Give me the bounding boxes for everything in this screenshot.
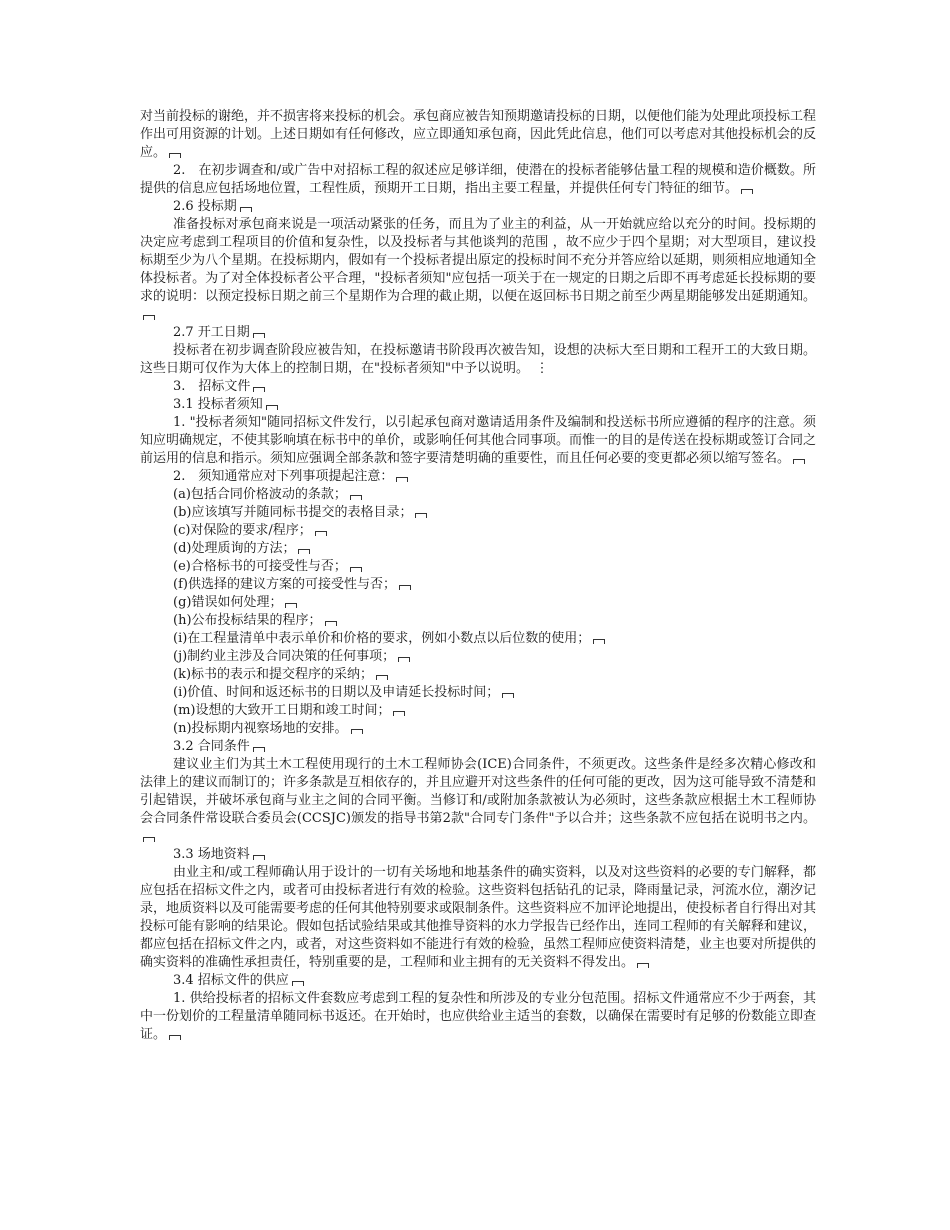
paragraph-text: (i)在工程量清单中表示单价和价格的要求，例如小数点以后位数的使用； [173, 631, 591, 646]
paragraph-text: 1. 供给投标者的招标文件套数应考虑到工程的复杂性和所涉及的专业分包范围。招标文件通常应不少于两套，其中一份划价的工程量清单随同标书返还。在开始时，也应供给业主适当的套数，以确保在需要时有足够的份数能立即查证。 [140, 991, 817, 1042]
document-paragraph [140, 486, 816, 504]
paragraph-text: 2. 须知通常应对下列事项提起注意： [173, 469, 394, 484]
paragraph-mark-icon [393, 707, 405, 715]
paragraph-mark-icon [415, 509, 427, 517]
paragraph-text: 3.4 招标文件的供应 [173, 973, 289, 988]
paragraph-text: 建议业主们为其土木工程使用现行的土木工程师协会(ICE)合同条件，不须更改。这些条件是经多次精心修改和法律上的建议而制订的；许多条款是互相依存的，并且应避开对这些条件的任何可能的更改，因为这可能导致不清楚和引起错误，并破坏承包商与业主之间的合同平衡。当修订和/或附加条款被认为必须时，这些条款应根据土木工程师协会合同条件常设联合委员会(CCSJC)颁发的指导书第2款"合同专门条件"予以合并；这些条款不应包括在说明书之内。 [140, 757, 817, 826]
document-paragraph [140, 720, 816, 738]
paragraph-mark-icon [399, 581, 411, 589]
paragraph-mark-icon [169, 149, 181, 157]
paragraph-text: (c)对保险的要求/程序； [173, 523, 312, 538]
paragraph-text: (f)供选择的建议方案的可接受性与否； [173, 577, 396, 592]
document-paragraph [140, 468, 816, 486]
paragraph-text: 3.2 合同条件 [173, 739, 250, 754]
paragraph-text: (n)投标期内视察场地的安排。 [173, 721, 348, 736]
paragraph-text: 准备投标对承包商来说是一项活动紧张的任务，而且为了业主的利益，从一开始就应给以充分的时间。投标期的决定应考虑到工程项目的价值和复杂性，以及投标者与其他谈判的范围 ，故不应少于四个星期；对大型项目，建议投标期至少为八个星期。在投标期内，假如有一个投标者提出原定的投标时间不充分并答应给以延期，则须相应地通知全体投标者。为了对全体投标者公平合理，"投标者须知"应包括一项关于在一规定的日期之后即不再考虑延长投标期的要求的说明：以预定投标日期之前三个星期作为合理的截止期，以便在返回标书日期之前至少两星期能够发出延期通知。 [140, 217, 817, 304]
document-paragraph [140, 108, 816, 162]
paragraph-text: 3.1 投标者须知 [173, 397, 263, 412]
document-paragraph [140, 666, 816, 684]
document-body [140, 108, 816, 1044]
paragraph-text: (m)设想的大致开工日期和竣工时间； [173, 703, 391, 718]
document-paragraph [140, 702, 816, 720]
document-paragraph [140, 630, 816, 648]
paragraph-mark-icon [350, 563, 362, 571]
paragraph-text: (d)处理质询的方法； [173, 541, 296, 556]
paragraph-text: 由业主和/或工程师确认用于设计的一切有关场地和地基条件的确实资料，以及对这些资料的必要的专门解释，都应包括在招标文件之内，或者可由投标者进行有效的检验。这些资料包括钻孔的记录，降雨量记录，河流水位，潮汐记录，地质资料以及可能需要考虑的任何其他特别要求或限制条件。这些资料应不加评论地提出，使投标者自行得出对其投标可能有影响的结果论。假如包括试验结果或其他推导资料的水力学报告已经作出，连同工程师的有关解释和建议，都应包括在招标文件之内，或者，对这些资料如不能进行有效的检验，虽然工程师应使资料清楚，业主也要对所提供的确实资料的准确性承担责任，特别重要的是，工程师和业主拥有的无关资料不得发出。 [140, 865, 817, 970]
paragraph-mark-icon [351, 725, 363, 733]
paragraph-text: (e)合格标书的可接受性与否； [173, 559, 347, 574]
paragraph-text: (h)公布投标结果的程序； [173, 613, 322, 628]
paragraph-mark-icon [396, 473, 408, 481]
paragraph-text: (k)标书的表示和提交程序的采纳； [173, 667, 374, 682]
paragraph-text: (b)应该填写并随同标书提交的表格目录； [173, 505, 413, 520]
paragraph-text: 2.7 开工日期 [173, 325, 250, 340]
paragraph-mark-icon [253, 851, 265, 859]
document-paragraph [140, 594, 816, 612]
paragraph-mark-icon [637, 959, 649, 967]
document-paragraph [140, 522, 816, 540]
paragraph-mark-icon [325, 617, 337, 625]
paragraph-mark-icon [285, 599, 297, 607]
document-paragraph [140, 738, 816, 756]
document-paragraph [140, 612, 816, 630]
paragraph-mark-icon [266, 401, 278, 409]
document-paragraph [140, 864, 816, 972]
document-paragraph [140, 684, 816, 702]
paragraph-mark-icon [253, 743, 265, 751]
document-paragraph [140, 576, 816, 594]
document-paragraph [140, 396, 816, 414]
paragraph-mark-icon [143, 833, 155, 841]
paragraph-text: 对当前投标的谢绝，并不损害将来投标的机会。承包商应被告知预期邀请投标的日期，以便他们能为处理此项投标工程作出可用资源的计划。上述日期如有任何修改，应立即通知承包商，因此凭此信息，他们可以考虑对其他投标机会的反应。 [140, 109, 817, 160]
document-paragraph [140, 558, 816, 576]
document-paragraph [140, 378, 816, 396]
paragraph-mark-icon [253, 329, 265, 337]
document-paragraph [140, 846, 816, 864]
document-paragraph [140, 990, 816, 1044]
paragraph-text: 2. 在初步调查和/或广告中对招标工程的叙述应足够详细，使潜在的投标者能够估量工程的规模和造价概数。所提供的信息应包括场地位置，工程性质，预期开工日期，指出主要工程量，并提供任何专门特征的细节。 [140, 163, 816, 196]
document-paragraph [140, 540, 816, 558]
document-paragraph [140, 756, 816, 846]
document-paragraph [140, 972, 816, 990]
paragraph-text: (g)错误如何处理； [173, 595, 283, 610]
document-paragraph [140, 198, 816, 216]
paragraph-mark-icon [253, 383, 265, 391]
paragraph-text: (a)包括合同价格波动的条款； [173, 487, 347, 502]
paragraph-text: 投标者在初步调查阶段应被告知，在投标邀请书阶段再次被告知，设想的决标大至日期和工程开工的大致日期。这些日期可仅作为大体上的控制日期，在"投标者须知"中予以说明。 ⋮ [140, 343, 816, 376]
paragraph-mark-icon [376, 671, 388, 679]
paragraph-text: 2.6 投标期 [173, 199, 237, 214]
document-paragraph [140, 648, 816, 666]
paragraph-text: (j)制约业主涉及合同决策的任何事项； [173, 649, 396, 664]
document-paragraph [140, 342, 816, 378]
paragraph-text: 3.3 场地资料 [173, 847, 250, 862]
paragraph-mark-icon [292, 977, 304, 985]
document-paragraph [140, 504, 816, 522]
paragraph-mark-icon [502, 689, 514, 697]
paragraph-text: (i)价值、时间和返还标书的日期以及申请延长投标时间； [173, 685, 500, 700]
document-paragraph [140, 216, 816, 324]
document-paragraph [140, 324, 816, 342]
document-paragraph [140, 414, 816, 468]
paragraph-mark-icon [350, 491, 362, 499]
paragraph-mark-icon [793, 455, 805, 463]
paragraph-mark-icon [143, 311, 155, 319]
paragraph-mark-icon [240, 203, 252, 211]
document-paragraph [140, 162, 816, 198]
paragraph-text: 1. "投标者须知"随同招标文件发行，以引起承包商对邀请适用条件及编制和投送标书所应遵循的程序的注意。须知应明确规定，不使其影响填在标书中的单价，或影响任何其他合同事项。而惟一的目的是传送在投标期或签订合同之前运用的信息和指示。须知应强调全部条款和签字要清楚明确的重要性，而且任何必要的变更都必须以缩写签名。 [140, 415, 817, 466]
paragraph-text: 3. 招标文件 [173, 379, 251, 394]
paragraph-mark-icon [398, 653, 410, 661]
paragraph-mark-icon [298, 545, 310, 553]
paragraph-mark-icon [741, 185, 753, 193]
paragraph-mark-icon [169, 1031, 181, 1039]
paragraph-mark-icon [315, 527, 327, 535]
paragraph-mark-icon [593, 635, 605, 643]
